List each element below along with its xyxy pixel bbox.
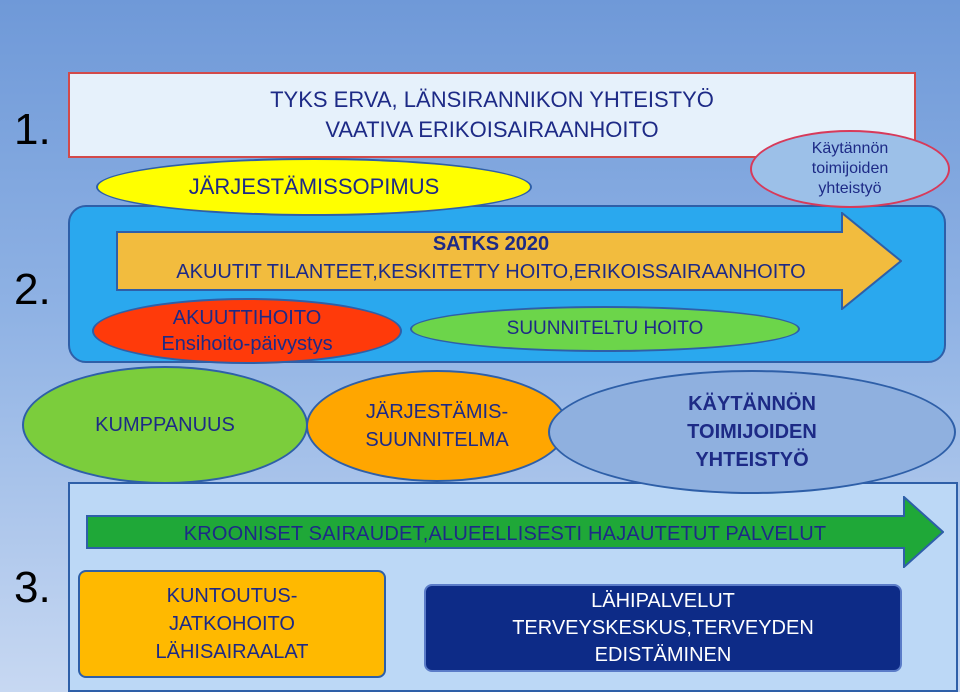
planned-care-ellipse bbox=[410, 306, 800, 352]
partnership-ellipse bbox=[22, 366, 308, 484]
local-services-box bbox=[424, 584, 902, 672]
cooperation-line1: Käytännön bbox=[811, 140, 889, 157]
local-services-line1: LÄHIPALVELUT bbox=[591, 589, 735, 612]
planned-care-label: SUUNNITELTU HOITO bbox=[506, 318, 704, 339]
agreement-ellipse bbox=[96, 158, 532, 216]
satks-subtitle: AKUUTIT TILANTEET,KESKITETTY HOITO,ERIKOISSAIRAANHOITO bbox=[176, 261, 806, 283]
chronic-label: KROONISET SAIRAUDET,ALUEELLISESTI HAJAUTETUT PALVELUT bbox=[183, 522, 827, 545]
section1-line1: TYKS ERVA, LÄNSIRANNIKON YHTEISTYÖ bbox=[270, 87, 714, 112]
local-services-line2: TERVEYSKESKUS,TERVEYDEN bbox=[512, 616, 814, 639]
satks-title: SATKS 2020 bbox=[432, 233, 550, 255]
cooperation-line2: toimijoiden bbox=[811, 160, 889, 177]
plan-ellipse bbox=[306, 370, 568, 482]
plan-line1: JÄRJESTÄMIS- bbox=[365, 401, 509, 423]
practical-cooperation-line1: KÄYTÄNNÖN bbox=[688, 393, 816, 415]
chronic-text bbox=[90, 516, 920, 552]
acute-care-line2: Ensihoito-päivystys bbox=[161, 333, 333, 355]
satks-text bbox=[120, 228, 862, 288]
practical-cooperation-ellipse bbox=[548, 370, 956, 494]
rehab-line3: LÄHISAIRAALAT bbox=[155, 641, 309, 663]
acute-care-ellipse bbox=[92, 298, 402, 364]
acute-care-line1: AKUUTTIHOITO bbox=[172, 307, 322, 329]
cooperation-ellipse bbox=[750, 130, 950, 208]
agreement-label: JÄRJESTÄMISSOPIMUS bbox=[188, 174, 440, 199]
plan-line2: SUUNNITELMA bbox=[365, 429, 509, 451]
rehab-line1: KUNTOUTUS- bbox=[166, 585, 298, 607]
practical-cooperation-line2: TOIMIJOIDEN bbox=[687, 421, 817, 443]
section-number-1: 1. bbox=[14, 105, 51, 154]
section-number-2: 2. bbox=[14, 265, 51, 314]
local-services-line3: EDISTÄMINEN bbox=[594, 643, 732, 666]
partnership-label: KUMPPANUUS bbox=[95, 413, 235, 436]
practical-cooperation-line3: YHTEISTYÖ bbox=[695, 449, 809, 471]
section-number-3: 3. bbox=[14, 563, 51, 612]
rehab-line2: JATKOHOITO bbox=[169, 613, 295, 635]
section1-line2: VAATIVA ERIKOISAIRAANHOITO bbox=[325, 117, 659, 142]
cooperation-line3: yhteistyö bbox=[818, 180, 882, 197]
rehab-box bbox=[78, 570, 386, 678]
